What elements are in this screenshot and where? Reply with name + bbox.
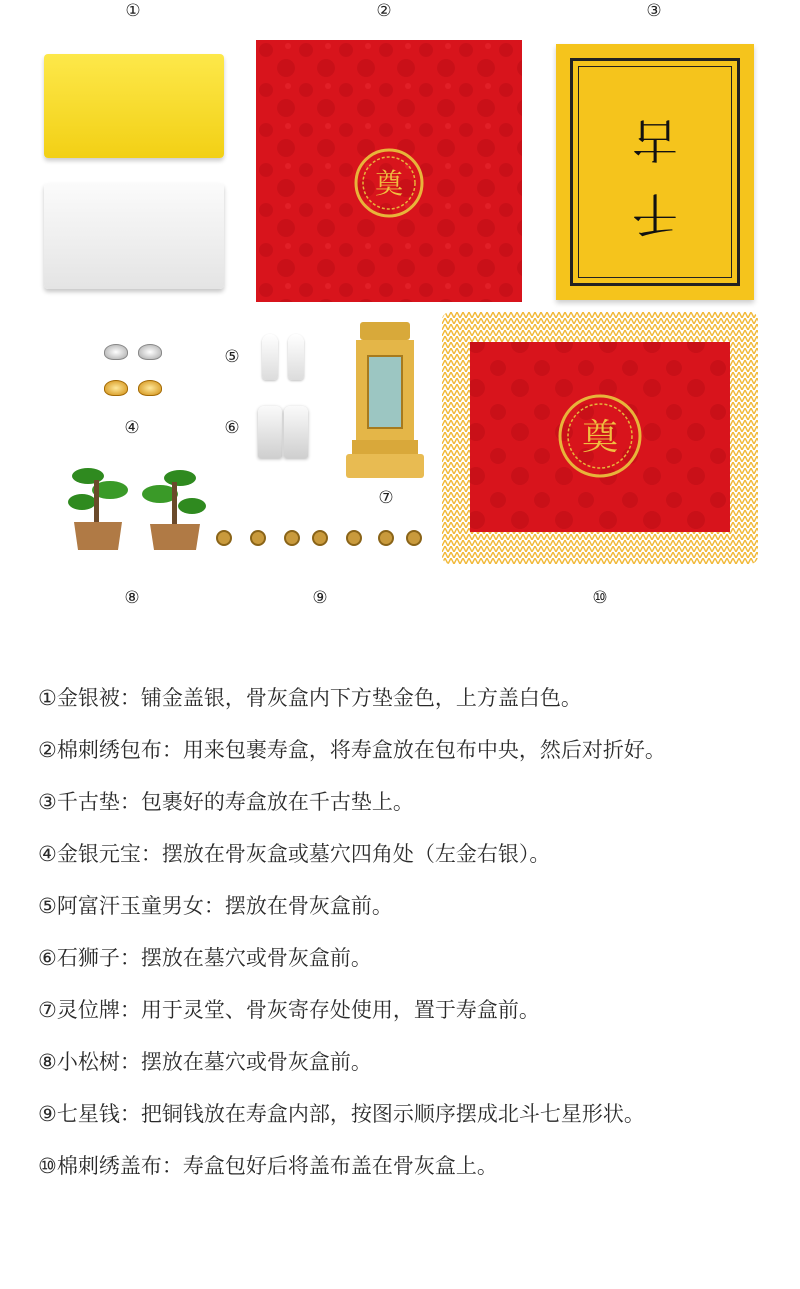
coin-icon [378, 530, 394, 546]
coin-icon [284, 530, 300, 546]
description-item-2: ②棉刺绣包布：用来包裹寿盒，将寿盒放在包布中央，然后对折好。 [38, 738, 666, 762]
description-list [38, 685, 778, 1205]
description-item-3: ③千古垫：包裹好的寿盒放在千古垫上。 [38, 790, 414, 814]
mat-char-bottom: 千 [632, 187, 678, 241]
silver-cloth-image [44, 183, 224, 289]
silver-ingot-icon [138, 344, 162, 360]
stone-lion-icon [284, 406, 308, 458]
label-3: ③ [646, 1, 662, 21]
spirit-tablet-image [346, 322, 424, 478]
pine-tree-image [140, 466, 210, 552]
description-item-10: ⑩棉刺绣盖布：寿盒包好后将盖布盖在骨灰盒上。 [38, 1154, 498, 1178]
coin-icon [216, 530, 232, 546]
label-9: ⑨ [312, 588, 328, 608]
wrap-emblem-char: 奠 [374, 167, 404, 200]
label-2: ② [376, 1, 392, 21]
coin-icon [312, 530, 328, 546]
label-5: ⑤ [224, 347, 240, 367]
jade-figure-icon [288, 334, 304, 380]
description-item-9: ⑨七星钱：把铜钱放在寿盒内部，按图示顺序摆成北斗七星形状。 [38, 1102, 645, 1126]
description-item-4: ④金银元宝：摆放在骨灰盒或墓穴四角处（左金右银）。 [38, 842, 551, 866]
label-7: ⑦ [378, 488, 394, 508]
qiangu-mat-image [556, 44, 754, 300]
coin-icon [250, 530, 266, 546]
description-item-8: ⑧小松树：摆放在墓穴或骨灰盒前。 [38, 1050, 372, 1074]
description-item-6: ⑥石狮子：摆放在墓穴或骨灰盒前。 [38, 946, 372, 970]
embroidered-cover-cloth-image [442, 312, 758, 564]
label-1: ① [125, 1, 141, 21]
label-8: ⑧ [124, 588, 140, 608]
gold-ingot-icon [104, 380, 128, 396]
label-6: ⑥ [224, 418, 240, 438]
coin-icon [346, 530, 362, 546]
label-10: ⑩ [592, 588, 608, 608]
gold-ingot-icon [138, 380, 162, 396]
gold-cloth-image [44, 54, 224, 158]
pine-tree-image [66, 460, 130, 552]
cover-emblem-char: 奠 [581, 417, 619, 458]
description-item-5: ⑤阿富汗玉童男女：摆放在骨灰盒前。 [38, 894, 393, 918]
embroidered-wrap-cloth-image [256, 40, 522, 302]
mat-char-top: 古 [632, 113, 678, 167]
stone-lion-icon [258, 406, 282, 458]
coin-icon [406, 530, 422, 546]
label-4: ④ [124, 418, 140, 438]
description-item-1: ①金银被：铺金盖银，骨灰盒内下方垫金色，上方盖白色。 [38, 686, 582, 710]
description-item-7: ⑦灵位牌：用于灵堂、骨灰寄存处使用，置于寿盒前。 [38, 998, 540, 1022]
jade-figure-icon [262, 334, 278, 380]
silver-ingot-icon [104, 344, 128, 360]
